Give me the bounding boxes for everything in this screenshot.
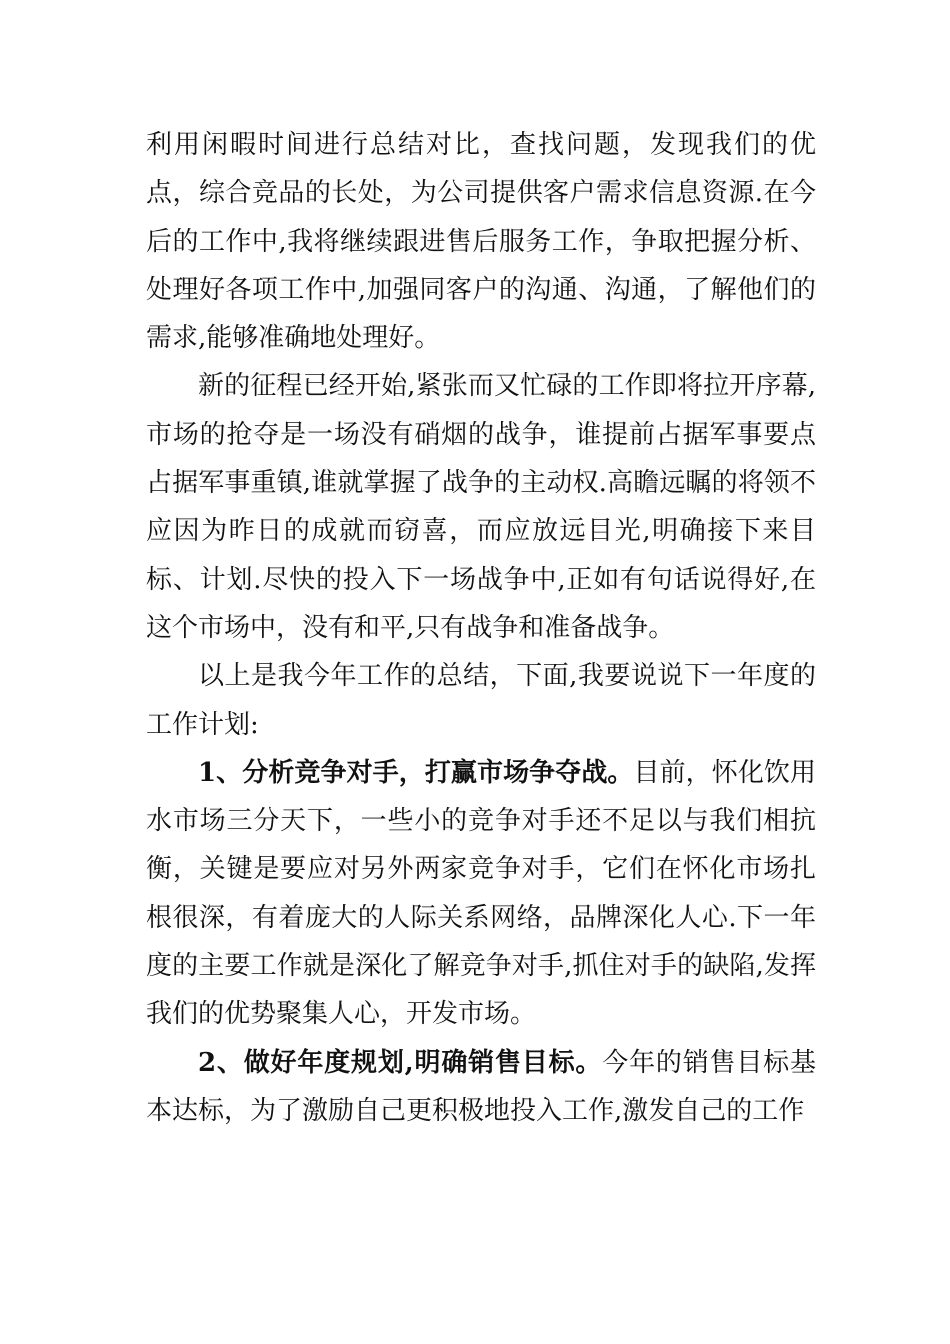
- plan-item-1-heading: 1、分析竞争对手，打赢市场争夺战。: [198, 757, 634, 788]
- paragraph-summary-review: 利用闲暇时间进行总结对比，查找问题，发现我们的优点，综合竞品的长处，为公司提供客户需求信息资源.在今后的工作中,我将继续跟进售后服务工作，争取把握分析、处理好各项工作中,加强同客户的沟通、沟通，了解他们的需求,能够准确地处理好。: [146, 130, 816, 354]
- document-body: [146, 121, 816, 1135]
- paragraph-new-journey: 新的征程已经开始,紧张而又忙碌的工作即将拉开序幕,市场的抢夺是一场没有硝烟的战争，谁提前占据军事要点占据军事重镇,谁就掌握了战争的主动权.高瞻远瞩的将领不应因为昨日的成就而窃喜，而应放远目光,明确接下来目标、计划.尽快的投入下一场战争中,正如有句话说得好,在这个市场中，没有和平,只有战争和准备战争。: [146, 371, 816, 643]
- paragraph-plan-item-1: [146, 749, 816, 1039]
- plan-item-2-heading: 2、做好年度规划,明确销售目标。: [198, 1047, 603, 1078]
- paragraph-plan-item-2: [146, 1039, 816, 1136]
- paragraph-plan-intro: 以上是我今年工作的总结，下面,我要说说下一年度的工作计划:: [146, 661, 816, 740]
- plan-item-2-text: 今年的销售目标基本达标，为了激励自己更积极地投入工作,激发自己的工作: [146, 1047, 816, 1126]
- plan-item-1-text: 目前，怀化饮用水市场三分天下，一些小的竞争对手还不足以与我们相抗衡，关键是要应对另外两家竞争对手，它们在怀化市场扎根很深，有着庞大的人际关系网络，品牌深化人心.下一年度的主要工作就是深化了解竞争对手,抓住对手的缺陷,发挥我们的优势聚集人心，开发市场。: [146, 757, 816, 1030]
